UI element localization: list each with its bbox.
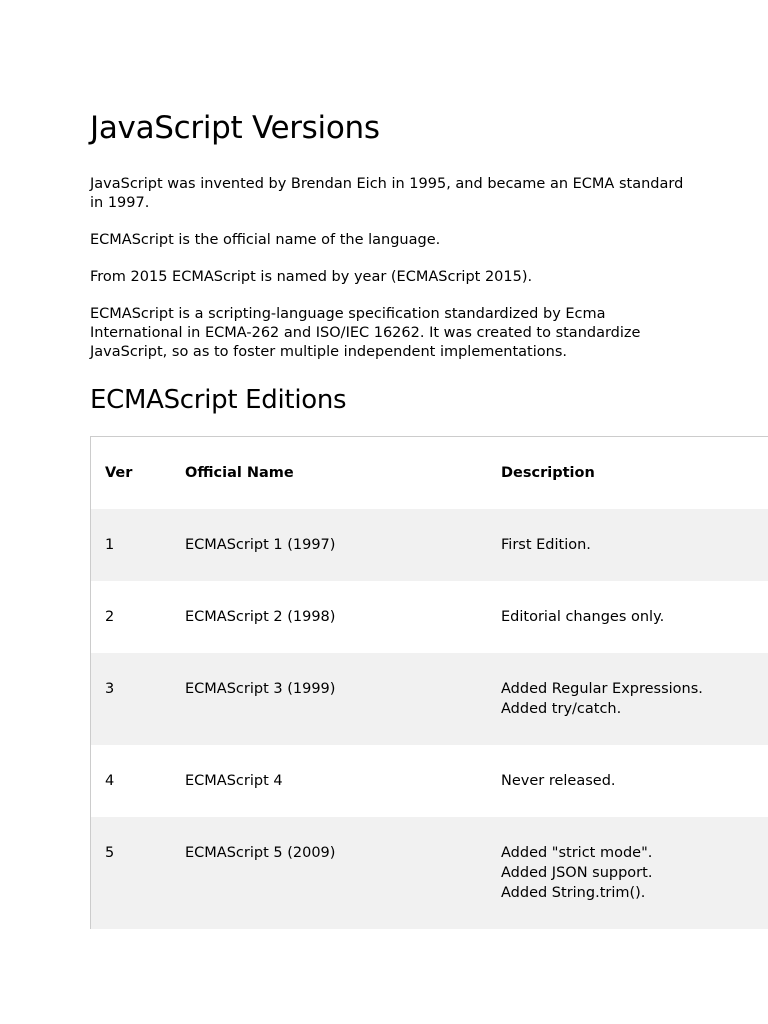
header-official-name: Official Name bbox=[185, 465, 294, 481]
cell-ver: 2 bbox=[105, 609, 115, 625]
intro-paragraph: JavaScript was invented by Brendan Eich in 1995, and became an ECMA standard in 1997. bbox=[90, 176, 684, 211]
section-title: ECMAScript Editions bbox=[90, 385, 347, 415]
naming-paragraph: From 2015 ECMAScript is named by year (ECMAScript 2015). bbox=[90, 269, 533, 285]
description-line: Editorial changes only. bbox=[501, 609, 665, 625]
cell-name: ECMAScript 3 (1999) bbox=[185, 653, 501, 745]
cell-description bbox=[501, 653, 768, 745]
cell-ver: 4 bbox=[105, 773, 115, 789]
editions-table bbox=[91, 437, 768, 929]
description-line: Added "strict mode". bbox=[501, 845, 653, 861]
cell-name: ECMAScript 1 (1997) bbox=[185, 509, 501, 581]
cell-name: ECMAScript 5 (2009) bbox=[185, 817, 501, 929]
description-line: Added JSON support. bbox=[501, 865, 653, 881]
editions-table-container bbox=[90, 436, 768, 929]
cell-name: ECMAScript 2 (1998) bbox=[185, 609, 336, 625]
cell-ver: 5 bbox=[91, 817, 185, 929]
official-name-paragraph: ECMAScript is the official name of the language. bbox=[90, 232, 441, 248]
cell-name: ECMAScript 4 bbox=[185, 773, 283, 789]
cell-description bbox=[501, 745, 768, 817]
specification-paragraph: ECMAScript is a scripting-language specification standardized by Ecma International in ECMA-262 and ISO/IEC 16262. It was created to standardize JavaScript, so as to foster multiple independent implementations. bbox=[90, 306, 641, 360]
page-title: JavaScript Versions bbox=[90, 110, 380, 146]
table-row bbox=[91, 581, 768, 653]
cell-description bbox=[501, 581, 768, 653]
table-row bbox=[91, 817, 768, 929]
description-line: Added try/catch. bbox=[501, 701, 622, 717]
header-ver: Ver bbox=[105, 465, 133, 481]
cell-ver: 1 bbox=[91, 509, 185, 581]
table-header-row bbox=[91, 437, 768, 509]
table-row bbox=[91, 745, 768, 817]
cell-ver: 3 bbox=[91, 653, 185, 745]
table-row bbox=[91, 509, 768, 581]
table-row bbox=[91, 653, 768, 745]
description-line: Never released. bbox=[501, 773, 616, 789]
cell-description bbox=[501, 509, 768, 581]
description-line: First Edition. bbox=[501, 537, 591, 553]
article bbox=[90, 108, 768, 929]
description-line: Added String.trim(). bbox=[501, 885, 646, 901]
cell-description bbox=[501, 817, 768, 929]
header-description: Description bbox=[501, 465, 595, 481]
description-line: Added Regular Expressions. bbox=[501, 681, 703, 697]
